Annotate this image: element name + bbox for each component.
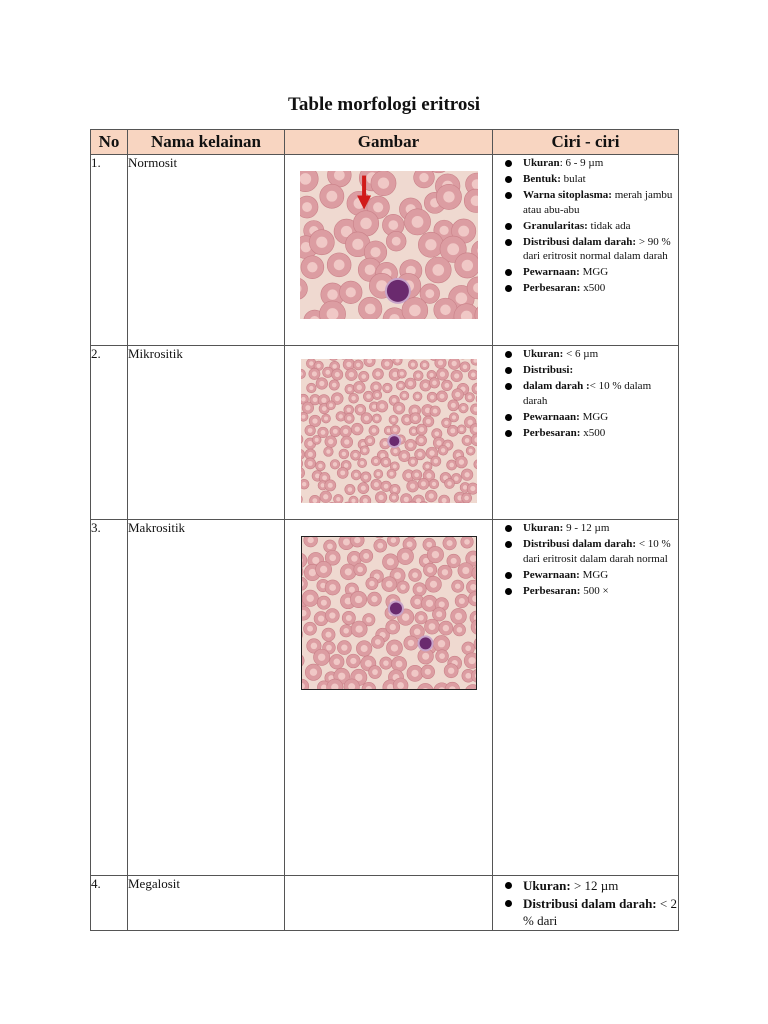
red-blood-cell [344,384,354,394]
ciri-label: Perbesaran: [523,584,581,597]
red-blood-cell [420,665,434,679]
ciri-label: Perbesaran: [523,426,581,439]
red-blood-cell [302,590,318,606]
ciri-value: < 10 % dalam darah [523,380,652,407]
red-blood-cell [406,665,422,681]
red-blood-cell [329,654,344,669]
red-blood-cell [313,649,329,665]
red-blood-cell [404,439,415,450]
ciri-list [493,155,678,296]
red-blood-cell [351,621,367,637]
red-blood-cell [357,483,368,494]
ciri-label: Bentuk: [523,173,561,185]
red-blood-cell [353,563,366,576]
lymphocyte-nucleus [387,600,403,616]
header-ciri: Ciri - ciri [493,130,679,155]
red-blood-cell [339,426,351,438]
red-blood-cell [412,583,425,596]
red-blood-cell [444,664,458,678]
ciri-label: Ukuran [523,157,560,169]
ciri-label: Pewarnaan: [523,568,580,581]
ciri-item [501,363,678,378]
red-blood-cell [417,478,428,489]
red-blood-cell [435,650,448,663]
red-blood-cell [367,592,381,606]
ciri-value: MGG [579,410,609,423]
red-blood-cell [309,495,320,503]
red-blood-cell [467,483,477,494]
red-blood-cell [375,492,387,503]
red-blood-cell [381,577,396,592]
red-blood-cell [420,361,429,370]
red-blood-cell [409,413,420,424]
red-blood-cell [404,209,430,235]
ciri-value: 9 - 12 µm [563,522,610,534]
red-blood-cell [357,458,366,467]
red-blood-cell [382,554,398,570]
ciri-label: Ukuran: [523,878,571,893]
red-blood-cell [306,383,316,393]
lymphocyte-nucleus [417,635,433,651]
red-blood-cell [413,371,423,381]
red-blood-cell [386,469,395,478]
ciri-label: Distribusi dalam darah: [523,896,657,911]
red-blood-cell [386,231,406,251]
ciri-item [501,265,678,280]
red-blood-cell [424,619,439,634]
red-blood-cell [438,445,448,455]
table-header-row [91,130,679,155]
red-blood-cell [330,460,340,470]
lymphocyte-nucleus [384,278,410,304]
red-blood-cell [457,425,466,434]
red-blood-cell [461,469,473,481]
red-blood-cell [339,625,351,637]
red-blood-cell [370,479,381,490]
ciri-label: dalam darah : [523,380,590,392]
red-blood-cell [376,400,388,412]
red-blood-cell [397,548,414,565]
red-blood-cell [325,580,340,595]
red-blood-cell [373,539,386,552]
red-blood-cell [458,403,468,413]
header-gambar: Gambar [285,130,493,155]
row-image-cell [285,155,493,346]
red-blood-cell [448,359,460,369]
red-blood-cell [368,666,381,679]
red-blood-cell [425,257,451,283]
ciri-list [493,520,678,598]
ciri-label: Perbesaran: [523,282,581,294]
red-blood-cell [317,596,330,609]
row-number: 1. [91,155,128,346]
ciri-list [493,876,678,929]
red-blood-cell [342,611,355,624]
ciri-item [501,156,678,171]
red-blood-cell [404,378,415,389]
row-name: Makrositik [128,520,285,876]
ciri-value: merah jambu atau abu-abu [523,189,673,216]
ciri-label: Ukuran: [523,522,564,534]
red-blood-cell [403,636,417,650]
row-image-cell [285,346,493,520]
red-blood-cell [360,446,369,455]
red-blood-cell [370,171,395,196]
red-blood-cell [449,413,458,422]
header-no: No [91,130,128,155]
red-blood-cell [358,297,382,319]
red-blood-cell [344,484,354,494]
red-blood-cell [353,381,365,393]
ciri-item [501,895,678,929]
red-blood-cell [301,412,308,421]
red-blood-cell [455,594,468,607]
red-blood-cell [305,664,321,680]
row-name: Mikrositik [128,346,285,520]
red-blood-cell [396,581,408,593]
red-blood-cell [425,576,441,592]
row-name: Megalosit [128,876,285,931]
red-blood-cell [302,402,314,414]
ciri-label: Pewarnaan: [523,266,580,278]
red-blood-cell [451,389,463,401]
red-blood-cell [331,369,342,380]
red-blood-cell [425,490,437,502]
red-blood-cell [441,380,452,391]
red-blood-cell [388,415,397,424]
table-row-mikrositik [91,346,679,520]
red-blood-cell [429,479,439,489]
ciri-item [501,410,678,425]
ciri-label: Ukuran: [523,348,564,360]
red-blood-cell [319,184,343,208]
row-ciri-cell [493,520,679,876]
red-blood-cell [351,423,363,435]
red-blood-cell [327,253,351,277]
red-blood-cell [358,371,368,381]
red-blood-cell [464,653,477,669]
page-title: Table morfologi eritrosi [287,94,481,115]
red-blood-cell [316,378,328,390]
red-blood-cell [391,656,406,671]
erythrocyte-morphology-table [90,129,679,931]
row-number: 2. [91,346,128,520]
row-ciri-cell [493,155,679,346]
row-number: 4. [91,876,128,931]
ciri-item [501,426,678,441]
red-blood-cell [338,449,348,459]
red-blood-cell [406,480,418,492]
red-blood-cell [454,253,477,278]
red-blood-cell [468,370,477,380]
red-blood-cell [408,457,418,467]
red-blood-cell [427,546,443,562]
red-blood-cell [329,380,339,390]
red-blood-cell [382,383,392,393]
ciri-item [501,877,678,894]
red-blood-cell [353,360,363,370]
red-blood-cell [373,469,382,478]
ciri-value: x500 [580,282,606,294]
red-blood-cell [304,458,315,469]
red-blood-cell [453,624,465,636]
table-row-makrositik [91,520,679,876]
ciri-item [501,379,678,408]
red-blood-cell [325,608,339,622]
ciri-label: Distribusi: [523,364,574,376]
ciri-label: Granularitas: [523,219,588,232]
red-blood-cell [300,256,323,279]
red-blood-cell [350,536,364,547]
row-number: 3. [91,520,128,876]
row-ciri-cell [493,876,679,931]
row-image-cell [285,876,493,931]
red-blood-cell [437,565,451,579]
red-blood-cell [429,406,440,417]
red-blood-cell [414,612,426,624]
red-blood-cell [461,435,471,445]
red-blood-cell [321,414,330,423]
ciri-value: x500 [580,426,606,439]
red-blood-cell [430,456,440,466]
red-blood-cell [365,577,377,589]
red-blood-cell [301,479,309,489]
red-blood-cell [381,359,392,370]
red-blood-cell [346,654,360,668]
ciri-item [501,219,678,234]
red-blood-cell [390,425,400,435]
red-blood-cell [337,467,348,478]
ciri-item [501,188,678,217]
red-blood-cell [345,369,357,381]
ciri-item [501,521,678,536]
red-blood-cell [323,447,333,457]
red-blood-cell [461,493,471,503]
ciri-label: Pewarnaan: [523,410,580,423]
red-blood-cell [399,391,408,400]
red-blood-cell [303,536,317,547]
red-blood-cell [411,470,421,480]
red-blood-cell [339,281,362,304]
red-blood-cell [412,392,421,401]
red-blood-cell [476,537,477,550]
red-blood-cell [386,640,402,656]
red-blood-cell [350,591,366,607]
ciri-label: Distribusi dalam darah: [523,235,637,248]
red-blood-cell [466,446,475,455]
red-blood-cell [397,369,406,378]
lymphocyte-nucleus [387,434,401,448]
red-blood-cell [432,607,446,621]
red-blood-cell [422,462,431,471]
red-blood-cell [438,621,452,635]
table-row-normosit [91,155,679,346]
row-ciri-cell [493,346,679,520]
red-blood-cell [450,370,462,382]
red-blood-cell [434,359,445,369]
red-blood-cell [416,424,427,435]
red-blood-cell [427,392,437,402]
red-blood-cell [368,425,378,435]
ciri-item [501,568,678,583]
red-blood-cell [321,628,334,641]
red-blood-cell [340,436,352,448]
red-blood-cell [372,390,381,399]
red-blood-cell [418,232,443,257]
red-blood-cell [447,425,458,436]
red-blood-cell [465,393,474,402]
red-blood-cell [312,435,321,444]
red-blood-cell [351,470,361,480]
ciri-value: MGG [579,266,609,278]
red-blood-cell [447,400,458,411]
red-blood-cell [315,461,325,471]
red-blood-cell [415,435,426,446]
row-name: Normosit [128,155,285,346]
red-blood-cell [385,620,399,634]
normocyte-micrograph [300,171,478,319]
red-blood-cell [372,414,381,423]
red-blood-cell [363,391,373,401]
ciri-value: tidak ada [587,219,631,232]
red-blood-cell [446,460,456,470]
ciri-value: > 90 % dari eritrosit normal dalam darah [523,235,671,262]
ciri-item [501,281,678,296]
red-blood-cell [337,641,351,655]
red-blood-cell [389,493,398,502]
red-blood-cell [442,536,455,549]
red-blood-cell [371,456,380,465]
ciri-item [501,235,678,264]
ciri-item [501,347,678,362]
red-blood-cell [319,491,331,503]
red-blood-cell [348,393,358,403]
red-blood-cell [436,368,448,380]
red-blood-cell [356,641,372,657]
ciri-value: > 12 µm [570,878,619,893]
ciri-value: < 10 % dari eritrosit dalam darah normal [523,538,671,565]
ciri-item [501,537,678,566]
red-blood-cell [429,378,439,388]
red-blood-cell [350,450,360,460]
red-blood-cell [315,561,331,577]
ciri-value: 500 × [580,584,609,597]
red-blood-cell [322,367,333,378]
red-blood-cell [460,536,473,548]
ciri-value: < 2 % dari [523,896,677,928]
ciri-value: MGG [579,568,609,581]
ciri-label: Distribusi dalam darah: [523,538,637,550]
macrocyte-micrograph [301,536,477,690]
red-blood-cell [308,368,319,379]
red-blood-cell [326,401,335,410]
red-blood-cell [392,359,401,365]
red-blood-cell [372,369,383,380]
red-blood-cell [379,657,391,669]
red-blood-cell [344,413,354,423]
red-blood-cell [396,381,405,390]
ciri-value: : 6 - 9 µm [559,157,604,169]
red-blood-cell [380,457,390,467]
red-blood-cell [436,391,447,402]
red-blood-cell [393,402,405,414]
red-blood-cell [371,636,384,649]
red-blood-cell [408,360,417,369]
ciri-value: bulat [560,173,586,185]
red-blood-cell [450,608,466,624]
red-blood-cell [348,496,357,503]
red-blood-cell [451,580,463,592]
red-blood-cell [393,678,408,690]
red-blood-cell [359,549,372,562]
red-blood-cell [329,426,340,437]
table-row-megalosit [91,876,679,931]
red-blood-cell [457,563,473,579]
row-image-cell [285,520,493,876]
red-blood-cell [360,413,371,424]
red-blood-cell [340,564,356,580]
ciri-list [493,346,678,440]
red-blood-cell [333,494,343,503]
red-blood-cell [343,359,355,370]
ciri-item [501,584,678,599]
red-blood-cell [423,563,436,576]
ciri-item [501,172,678,187]
ciri-label: Warna sitoplasma: [523,189,612,201]
red-blood-cell [324,436,336,448]
red-blood-cell [303,622,316,635]
red-blood-cell [455,456,467,468]
red-blood-cell [438,495,449,503]
ciri-value: < 6 µm [563,348,599,360]
header-nama-kelainan: Nama kelainan [128,130,285,155]
microcyte-micrograph [301,359,477,503]
red-blood-cell [324,480,335,491]
red-blood-cell [387,536,399,546]
red-blood-cell [436,184,461,209]
red-blood-cell [309,230,334,255]
red-blood-cell [408,569,421,582]
red-blood-cell [446,554,460,568]
red-blood-cell [364,436,374,446]
red-blood-cell [444,479,454,489]
red-blood-cell [360,472,370,482]
red-blood-cell [459,362,469,372]
red-blood-cell [304,425,315,436]
